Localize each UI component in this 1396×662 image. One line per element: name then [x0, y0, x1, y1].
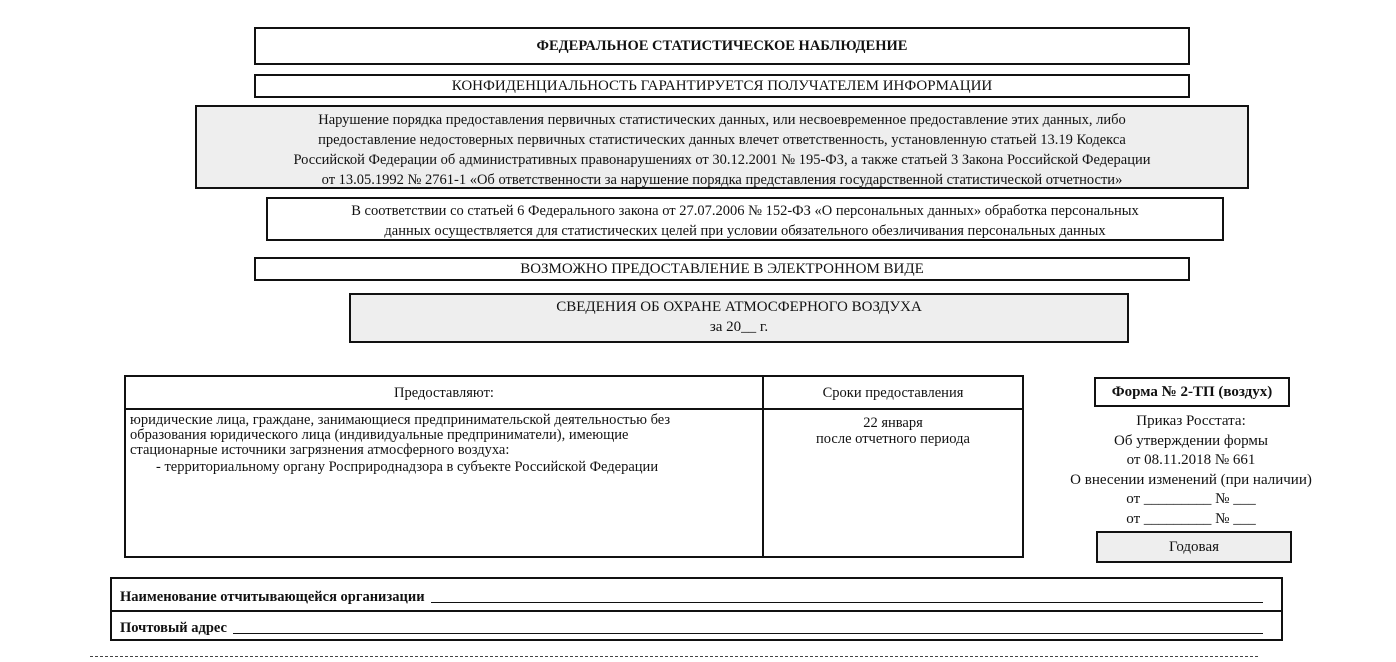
order-line: от _________ № ___: [1126, 510, 1256, 527]
deadline-header: Сроки предоставления: [764, 377, 1022, 410]
submitters-line: стационарные источники загрязнения атмосферного воздуха:: [130, 442, 510, 458]
order-line: Приказ Росстата:: [1136, 413, 1246, 429]
personal-data-line: данных осуществляется для статистических целей при условии обязательного обезличивания персональных данных: [384, 223, 1106, 239]
submitters-line: образования юридического лица (индивидуальные предприниматели), имеющие: [130, 427, 629, 443]
report-title: [349, 293, 1129, 343]
deadline-date: 22 января: [863, 415, 923, 431]
liability-line: от 13.05.1992 № 2761-1 «Об ответственности за нарушение порядка представления государственной статистической отчетности»: [321, 172, 1123, 188]
report-year-line: за 20__ г.: [709, 319, 769, 335]
liability-notice: [195, 105, 1249, 189]
personal-data-notice: [266, 197, 1224, 241]
order-line: О внесении изменений (при наличии): [1070, 471, 1312, 488]
period-badge: Годовая: [1096, 531, 1292, 563]
liability-line: Российской Федерации об административных правонарушениях от 30.12.2001 № 195-ФЗ, а также статьей 3 Закона Российской Федерации: [293, 152, 1151, 168]
cut-line: [90, 656, 1258, 657]
organization-block: [110, 577, 1283, 641]
order-line: Об утверждении формы: [1114, 432, 1268, 449]
order-line: от _________ № ___: [1126, 491, 1256, 507]
liability-line: предоставление недостоверных первичных статистических данных влечет ответственность, установленную статьей 13.19 Кодекса: [318, 132, 1126, 148]
submitters-cell: [126, 410, 764, 556]
org-name-row: [120, 584, 1263, 606]
form-number: Форма № 2-ТП (воздух): [1094, 377, 1290, 407]
address-row: [120, 615, 1263, 637]
deadline-cell: [764, 410, 1022, 556]
confidentiality-notice: КОНФИДЕНЦИАЛЬНОСТЬ ГАРАНТИРУЕТСЯ ПОЛУЧАТЕЛЕМ ИНФОРМАЦИИ: [254, 74, 1190, 98]
report-title-line: СВЕДЕНИЯ ОБ ОХРАНЕ АТМОСФЕРНОГО ВОЗДУХА: [556, 299, 922, 315]
org-name-field[interactable]: [431, 602, 1263, 603]
federal-observation-header: ФЕДЕРАЛЬНОЕ СТАТИСТИЧЕСКОЕ НАБЛЮДЕНИЕ: [254, 27, 1190, 65]
liability-line: Нарушение порядка предоставления первичных статистических данных, или несвоевременное предоставление этих данных, либо: [318, 112, 1126, 128]
order-line: от 08.11.2018 № 661: [1126, 452, 1256, 468]
org-name-label: Наименование отчитывающейся организации: [120, 589, 425, 605]
personal-data-line: В соответствии со статьей 6 Федерального закона от 27.07.2006 № 152-ФЗ «О персональных данных» обработка персональных: [351, 203, 1139, 219]
order-info: [1050, 412, 1332, 529]
address-label: Почтовый адрес: [120, 620, 227, 636]
electronic-submission-notice: ВОЗМОЖНО ПРЕДОСТАВЛЕНИЕ В ЭЛЕКТРОННОМ ВИДЕ: [254, 257, 1190, 281]
submitters-line: юридические лица, граждане, занимающиеся предпринимательской деятельностью без: [130, 412, 671, 428]
recipient-line: - территориальному органу Росприроднадзора в субъекте Российской Федерации: [156, 459, 659, 475]
deadline-note: после отчетного периода: [816, 431, 970, 447]
submitters-header: Предоставляют:: [126, 377, 764, 410]
submitters-table: [124, 375, 1024, 558]
row-divider: [112, 610, 1281, 612]
address-field[interactable]: [233, 633, 1263, 634]
